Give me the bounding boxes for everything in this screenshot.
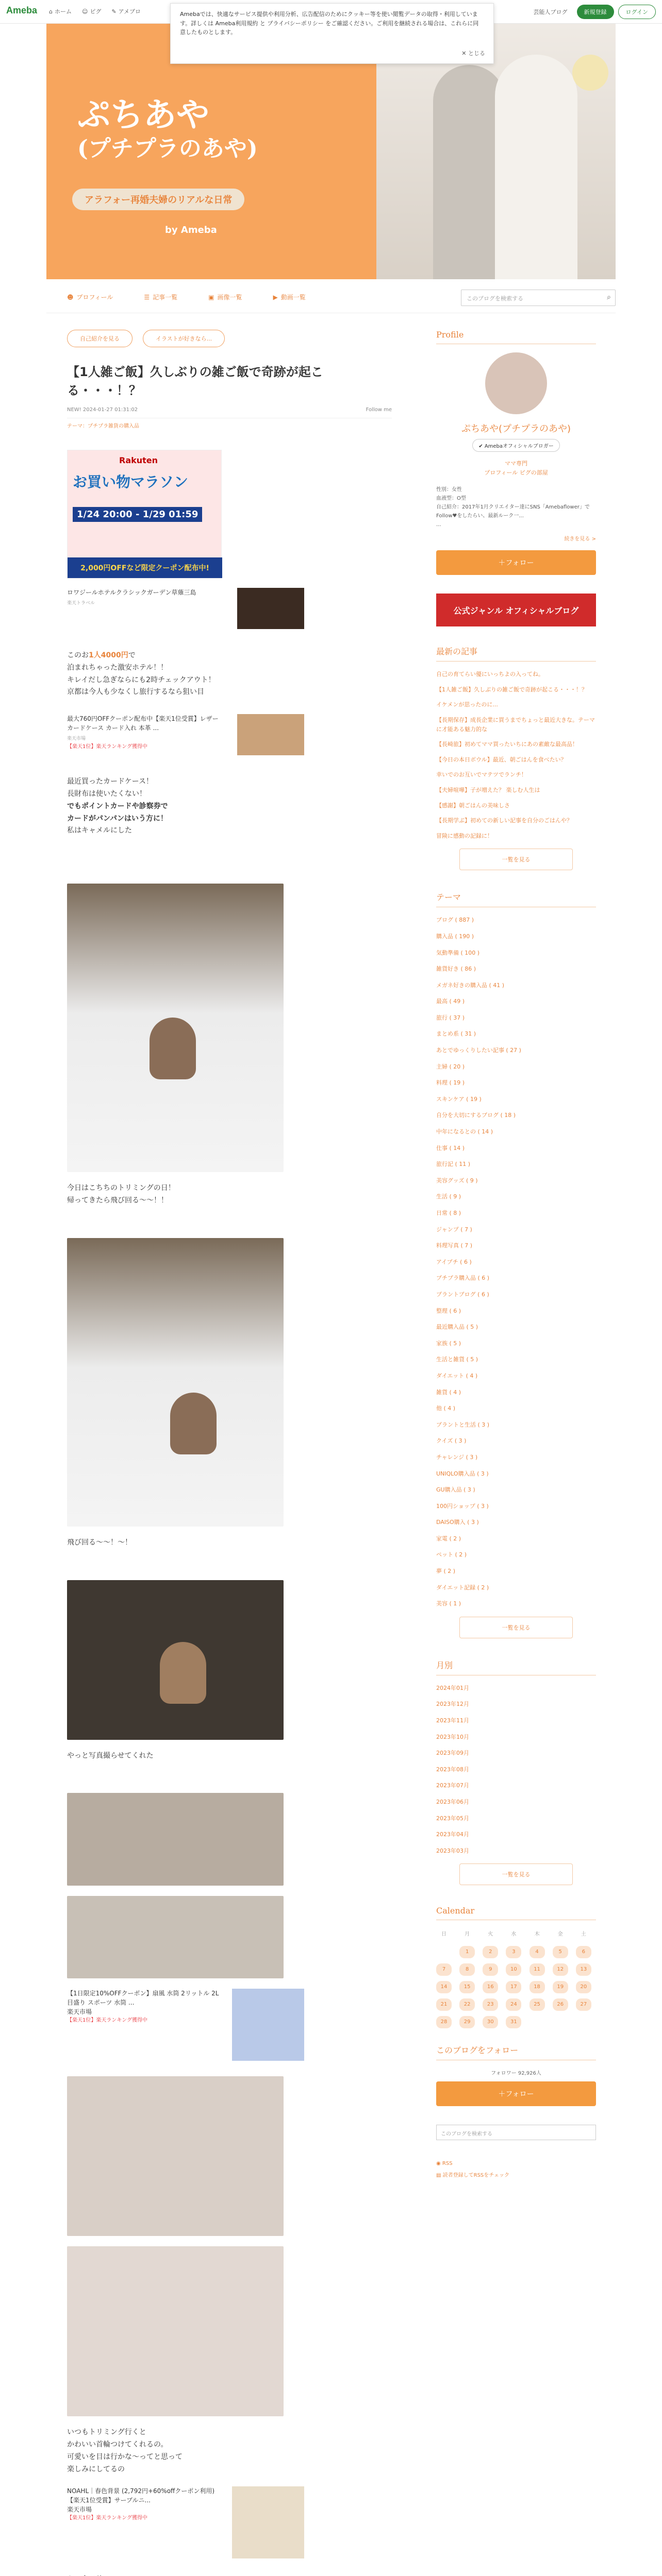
month-item[interactable]: 2023年11月 xyxy=(436,1717,469,1724)
calendar-day[interactable]: 14 xyxy=(436,1981,452,1993)
calendar-day[interactable]: 22 xyxy=(459,1998,475,2011)
hotel-ad[interactable] xyxy=(67,588,304,629)
recent-item[interactable]: 【今日の本日ボウル】最近、朝ごはんを食べたい？ xyxy=(436,756,567,763)
theme-item[interactable]: DAISO購入 ( 3 ) xyxy=(436,1519,479,1526)
calendar-day[interactable]: 30 xyxy=(483,2016,498,2028)
knit-ad-source: 楽天市場 xyxy=(67,2505,92,2513)
theme-item[interactable]: 夢 ( 2 ) xyxy=(436,1568,456,1575)
theme-item[interactable]: 家族 ( 5 ) xyxy=(436,1340,461,1347)
calendar-weekday: 月 xyxy=(465,1931,470,1938)
reader-register-link[interactable]: ▤ 読者登録してRSSをチェック xyxy=(436,2173,509,2179)
product-photo-1[interactable] xyxy=(67,1793,284,1886)
rakuten-date: 1/24 20:00 - 1/29 01:59 xyxy=(73,507,202,522)
calendar-day[interactable]: 24 xyxy=(506,1998,521,2011)
theme-item[interactable]: UNIQLO購入品 ( 3 ) xyxy=(436,1470,489,1477)
theme-item[interactable]: 生活 ( 9 ) xyxy=(436,1193,461,1200)
recent-heading: 最新の記事 xyxy=(436,645,596,662)
bottle-ad-title: 【1日限定10%OFFクーポン】扇風 水筒 2リットル 2L 目盛り スポーツ 水筒 ... xyxy=(67,1990,219,2007)
knit-ad-thumbnail xyxy=(232,2486,304,2558)
calendar-weekday: 火 xyxy=(488,1931,493,1938)
menu-videos[interactable]: ▶ 動画一覧 xyxy=(273,293,306,301)
nav-home[interactable]: ⌂ ホーム xyxy=(49,8,72,15)
theme-item[interactable]: チャレンジ ( 3 ) xyxy=(436,1453,478,1461)
header-title: ぷちあや (プチプラのあや) xyxy=(77,96,258,162)
main-column xyxy=(67,330,392,2576)
bride-figure xyxy=(495,55,577,279)
calendar-day[interactable]: 21 xyxy=(436,1998,452,2011)
follower-count: フォロワー 92,926人 xyxy=(491,2071,541,2077)
theme-item[interactable]: 日常 ( 8 ) xyxy=(436,1210,461,1216)
recent-item[interactable]: イケメンが思ったのに... xyxy=(436,701,498,708)
calendar-day[interactable]: 16 xyxy=(483,1981,498,1993)
sidebar xyxy=(436,330,596,2182)
search-icon[interactable]: ⌕ xyxy=(607,293,611,301)
blog-search-input[interactable]: このブログを検索する ⌕ xyxy=(461,290,616,306)
images-icon: ▣ xyxy=(208,293,214,301)
pigg-icon: ☺ xyxy=(81,8,88,15)
theme-item[interactable]: 気動準備 ( 100 ) xyxy=(436,949,480,956)
calendar-day[interactable]: 28 xyxy=(436,2016,452,2028)
woman-dog-photo[interactable] xyxy=(67,2246,284,2416)
theme-item[interactable]: ブログ ( 887 ) xyxy=(436,917,474,924)
month-item[interactable]: 2023年03月 xyxy=(436,1847,469,1854)
dog-photo-3[interactable] xyxy=(67,1580,284,1740)
signup-button[interactable]: 新規登録 xyxy=(577,5,614,19)
knit-ad-badge: 【楽天1位】楽天ランキング獲得中 xyxy=(67,2515,148,2521)
theme-item[interactable]: GU購入品 ( 3 ) xyxy=(436,1486,475,1494)
cookie-banner xyxy=(170,3,494,64)
calendar-day[interactable]: 10 xyxy=(506,1963,521,1976)
groom-figure xyxy=(433,65,505,279)
nav-ameblo[interactable]: ✎ アメブロ xyxy=(111,8,141,15)
month-item[interactable]: 2023年09月 xyxy=(436,1750,469,1757)
calendar-day[interactable]: 4 xyxy=(529,1946,545,1958)
top-right xyxy=(528,5,656,19)
recent-item[interactable]: 【感謝】朝ごはんの美味しさ xyxy=(436,802,510,809)
theme-item[interactable]: ジャンプ ( 7 ) xyxy=(436,1226,472,1233)
theme-item[interactable]: スキンケア ( 19 ) xyxy=(436,1095,482,1103)
knit-ad[interactable] xyxy=(67,2486,304,2558)
articles-icon: ☰ xyxy=(144,293,150,301)
recent-list xyxy=(436,670,596,840)
month-heading: 月別 xyxy=(436,1659,596,1675)
caption-5 xyxy=(67,2574,392,2576)
theme-item[interactable]: 最高 ( 49 ) xyxy=(436,998,465,1005)
theme-item[interactable]: 美容 ( 1 ) xyxy=(436,1600,461,1607)
product-photo-2[interactable] xyxy=(67,1896,284,1978)
recent-item[interactable]: 自己の育てらい優にいっちよの入ってね。 xyxy=(436,671,544,678)
cardcase-ad-thumbnail xyxy=(237,714,304,755)
theme-item[interactable]: 料理写真 ( 7 ) xyxy=(436,1242,473,1249)
theme-item[interactable]: プチプラ購入品 ( 6 ) xyxy=(436,1275,490,1282)
theme-item[interactable]: まとめ系 ( 31 ) xyxy=(436,1030,476,1038)
official-badge: ✔ Amebaオフィシャルブロガー xyxy=(472,439,560,452)
ameba-logo[interactable]: Ameba xyxy=(6,5,38,15)
calendar-day[interactable]: 11 xyxy=(529,1963,545,1976)
post-text-2: 最近買ったカードケース！ 長財布は使いたくない！ でもポイントカードや診察券で カードがパンパンはいう方に！ 私はキャメルにした xyxy=(67,777,168,835)
theme-item[interactable]: 旅行 ( 37 ) xyxy=(436,1014,465,1021)
theme-item[interactable]: 中年になるとの ( 14 ) xyxy=(436,1128,493,1136)
calendar-weekday: 日 xyxy=(441,1931,446,1938)
recent-item[interactable]: 【夫婦喧嘩】子が増えた？ 楽しむ人生は xyxy=(436,786,540,793)
theme-item[interactable]: アイプチ ( 6 ) xyxy=(436,1258,472,1265)
profile-name[interactable]: ぷちあや(プチプラのあや) xyxy=(461,423,571,434)
dog-photo-1[interactable] xyxy=(67,884,284,1172)
calendar-weekday: 金 xyxy=(557,1931,563,1938)
calendar-weekday: 土 xyxy=(581,1931,586,1938)
theme-item[interactable]: 雑貨 ( 4 ) xyxy=(436,1388,461,1396)
celebrity-blog-link[interactable]: 芸能人ブログ xyxy=(533,9,568,15)
caption-3: やっと写真撮らせてくれた xyxy=(67,1751,154,1760)
caption-4: いつもトリミング行くと かわいい首輪つけてくれるの。 可愛いを目は行かな〜ってと思って 楽しみにしてるの xyxy=(67,2428,183,2473)
theme-list xyxy=(436,916,596,1608)
cookie-text: Amebaでは、快適なサービス提供や利用分析、広告配信のためにクッキー等を使い閲覧データの取得・利用しています。詳しくは Ameba利用規約 と プライバシーポリシー をご確認ください。ご利用を継続される場合は、これらに同意したものとします。 xyxy=(180,11,479,36)
menu-items xyxy=(67,293,306,301)
cookie-close-button[interactable]: ✕ とじる xyxy=(461,50,485,57)
profile-icon: ☻ xyxy=(67,293,74,301)
calendar-day xyxy=(553,2016,568,2028)
top-nav xyxy=(49,7,141,15)
hotel-ad-source: 楽天トラベル xyxy=(67,601,95,606)
caption-1: 今日はこちちのトリミングの日！ 帰ってきたら飛び回る〜〜！！ xyxy=(67,1184,175,1205)
theme-item[interactable]: 生活と雑貨 ( 5 ) xyxy=(436,1356,478,1363)
recent-item[interactable]: 【長崎旅】初めてママ買ったいちにあの素敵な最高品！ xyxy=(436,741,578,748)
calendar-weekday: 木 xyxy=(534,1931,540,1938)
recent-item[interactable]: 【1人雑ご飯】久しぶりの雑ご飯で奇跡が起こる・・・！？ xyxy=(436,686,587,693)
profile-heading: Profile xyxy=(436,330,596,344)
rss-icon: ◉ xyxy=(436,2161,442,2167)
close-icon: ✕ xyxy=(461,50,468,57)
profile-link-mama[interactable]: ママ専門 xyxy=(505,460,527,467)
calendar-day[interactable]: 1 xyxy=(459,1946,475,1958)
theme-item[interactable]: メガネ好きの購入品 ( 41 ) xyxy=(436,981,505,989)
calendar-day[interactable]: 12 xyxy=(553,1963,568,1976)
recent-item[interactable]: 【長期保存】成長企業に買うまでちょっと最近大きな。テーマに才能ある魅力的な xyxy=(436,716,595,733)
post-date: NEW! 2024-01-27 01:31:02 xyxy=(67,407,138,413)
profile-avatar[interactable] xyxy=(485,352,547,414)
calendar-day[interactable]: 15 xyxy=(459,1981,475,1993)
month-item[interactable]: 2023年07月 xyxy=(436,1782,469,1789)
theme-item[interactable]: 旅行記 ( 11 ) xyxy=(436,1161,471,1168)
calendar-day xyxy=(436,1946,452,1958)
post-theme[interactable]: テーマ：プチプラ雑貨の購入品 xyxy=(67,423,139,429)
calendar-day[interactable]: 5 xyxy=(553,1946,568,1958)
post-title[interactable]: 【1人雑ご飯】久しぶりの雑ご飯で奇跡が起こる・・・！？ xyxy=(67,365,323,398)
calendar-day[interactable]: 18 xyxy=(529,1981,545,1993)
theme-item[interactable]: クイズ ( 3 ) xyxy=(436,1437,467,1445)
theme-item[interactable]: 整理 ( 6 ) xyxy=(436,1307,461,1314)
calendar-day[interactable]: 7 xyxy=(436,1963,452,1976)
calendar-day[interactable]: 9 xyxy=(483,1963,498,1976)
calendar-day[interactable]: 20 xyxy=(576,1981,591,1993)
illustration-pill[interactable]: イラストが好きなら... xyxy=(143,330,225,347)
calendar-day[interactable]: 6 xyxy=(576,1946,591,1958)
calendar-day[interactable]: 3 xyxy=(506,1946,521,1958)
login-button[interactable]: ログイン xyxy=(618,5,656,19)
cardcase-ad-source: 楽天市場 xyxy=(67,736,86,742)
month-item[interactable]: 2024年01月 xyxy=(436,1684,469,1691)
header-subtitle: アラフォー再婚夫婦のリアルな日常 xyxy=(72,189,244,210)
month-item[interactable]: 2023年10月 xyxy=(436,1733,469,1740)
profile-link-profile[interactable]: プロフィール xyxy=(484,469,518,476)
hotel-ad-thumbnail xyxy=(237,588,304,629)
recent-more-button[interactable]: 一覧を見る xyxy=(459,849,573,870)
check-icon: ✔ xyxy=(478,444,485,449)
bouquet-image xyxy=(572,55,608,91)
theme-item[interactable]: 家電 ( 2 ) xyxy=(436,1535,461,1542)
month-item[interactable]: 2023年12月 xyxy=(436,1701,469,1708)
follow-me-link[interactable]: Follow me xyxy=(366,407,392,413)
month-list xyxy=(436,1684,596,1856)
calendar-grid xyxy=(436,1928,596,2028)
theme-item[interactable]: ダイエット記録 ( 2 ) xyxy=(436,1584,489,1591)
theme-item[interactable]: 最近購入品 ( 5 ) xyxy=(436,1324,478,1331)
rakuten-title: お買い物マラソン xyxy=(73,473,189,490)
hotel-ad-title: ロワジールホテルクラシックガーデン草薙三島 xyxy=(67,589,196,596)
theme-item[interactable]: ペット ( 2 ) xyxy=(436,1551,467,1558)
cardcase-ad[interactable] xyxy=(67,714,304,755)
calendar-day[interactable]: 8 xyxy=(459,1963,475,1976)
ameblo-icon: ✎ xyxy=(111,8,117,15)
month-more-button[interactable]: 一覧を見る xyxy=(459,1863,573,1885)
follow-button-2[interactable]: ＋フォロー xyxy=(436,2081,596,2106)
calendar-day[interactable]: 19 xyxy=(553,1981,568,1993)
theme-item[interactable]: 美容グッズ ( 9 ) xyxy=(436,1177,478,1184)
theme-heading: テーマ xyxy=(436,891,596,907)
blog-menu xyxy=(46,282,616,313)
book-icon: ▤ xyxy=(436,2173,443,2179)
calendar-weekday: 水 xyxy=(511,1931,517,1938)
calendar-day[interactable]: 29 xyxy=(459,2016,475,2028)
calendar-day[interactable]: 13 xyxy=(576,1963,591,1976)
cardcase-ad-badge: 【楽天1位】楽天ランキング獲得中 xyxy=(67,743,148,750)
bottle-ad-thumbnail xyxy=(232,1989,304,2061)
knit-ad-title: NOAHL｜春色背景 (2,792円+60%offクーポン利用)【楽天1位受賞】サーブルニ... xyxy=(67,2487,214,2504)
home-icon: ⌂ xyxy=(49,8,53,15)
month-item[interactable]: 2023年04月 xyxy=(436,1831,469,1838)
calendar-day[interactable]: 23 xyxy=(483,1998,498,2011)
nav-pigg[interactable]: ☺ ピグ xyxy=(81,8,102,15)
post-text-1: このお1人4000円で 泊まれちゃった激安ホテル！！ キレイだし急ぎならにも2時チェックアウト！ 京都は今人も少なくし旅行するなら狙い目 xyxy=(67,651,216,697)
theme-item[interactable]: 100円ショップ ( 3 ) xyxy=(436,1502,489,1510)
theme-item[interactable]: 他 ( 4 ) xyxy=(436,1405,456,1412)
month-item[interactable]: 2023年08月 xyxy=(436,1766,469,1773)
menu-images[interactable]: ▣ 画像一覧 xyxy=(208,293,242,301)
cardcase-ad-title: 最大760円OFFクーポン配布中【楽天1位受賞】レザー カードケース カード入れ 本革 ... xyxy=(67,715,219,732)
theme-item[interactable]: 雑貨好き ( 86 ) xyxy=(436,965,476,973)
theme-item[interactable]: プラントと生活 ( 3 ) xyxy=(436,1421,490,1428)
calendar-day[interactable]: 31 xyxy=(506,2016,521,2028)
rakuten-logo: Rakuten xyxy=(119,455,158,465)
theme-item[interactable]: 主婦 ( 20 ) xyxy=(436,1063,465,1070)
header-by: by Ameba xyxy=(165,225,217,235)
intro-pills xyxy=(67,330,392,347)
menu-articles[interactable]: ☰ 記事一覧 xyxy=(144,293,178,301)
theme-item[interactable]: 購入品 ( 190 ) xyxy=(436,933,474,940)
profile-more-link[interactable]: 続きを見る > xyxy=(564,536,596,543)
dog-photo-4[interactable] xyxy=(67,2076,284,2236)
follow-button[interactable]: ＋フォロー xyxy=(436,550,596,575)
recent-item[interactable]: 幸いでのお互いでマテツでランチ！ xyxy=(436,771,527,778)
calendar-heading: Calendar xyxy=(436,1906,596,1920)
profile-links xyxy=(436,459,596,477)
calendar-day[interactable]: 25 xyxy=(529,1998,545,2011)
dog-figure xyxy=(170,1393,217,1454)
intro-pill[interactable]: 自己紹介を見る xyxy=(67,330,133,347)
bottle-ad-badge: 【楽天1位】楽天ランキング獲得中 xyxy=(67,2018,148,2024)
follow-heading: このブログをフォロー xyxy=(436,2044,596,2060)
menu-profile[interactable]: ☻ プロフィール xyxy=(67,293,113,301)
dog-figure xyxy=(160,1642,206,1704)
calendar-day xyxy=(529,2016,545,2028)
caption-2: 飛び回る〜〜！〜！ xyxy=(67,1538,132,1547)
theme-item[interactable]: あとでゆっくりしたい記事 ( 27 ) xyxy=(436,1047,521,1054)
month-item[interactable]: 2023年06月 xyxy=(436,1799,469,1805)
profile-link-pigg[interactable]: ピグの部屋 xyxy=(519,469,548,476)
dog-figure xyxy=(150,1018,196,1079)
recent-item[interactable]: 冒険に感動の記録に！ xyxy=(436,832,493,839)
theme-more-button[interactable]: 一覧を見る xyxy=(459,1617,573,1638)
sidebar-search-input[interactable]: このブログを検索する xyxy=(436,2125,596,2140)
recent-item[interactable]: 【長期学ぶ】初めての新しい記事を自分のごはんや？ xyxy=(436,817,572,824)
theme-item[interactable]: 料理 ( 19 ) xyxy=(436,1079,465,1087)
videos-icon: ▶ xyxy=(273,293,278,301)
bottle-ad-source: 楽天市場 xyxy=(67,2008,92,2016)
calendar-day[interactable]: 17 xyxy=(506,1981,521,1993)
calendar-day[interactable]: 26 xyxy=(553,1998,568,2011)
rakuten-coupon: 2,000円OFFなど限定クーポン配布中! xyxy=(68,557,222,578)
theme-item[interactable]: 仕事 ( 14 ) xyxy=(436,1144,465,1151)
dog-photo-2[interactable] xyxy=(67,1238,284,1527)
rss-link[interactable]: ◉ RSS xyxy=(436,2161,453,2167)
bottle-ad[interactable] xyxy=(67,1989,304,2061)
calendar-day[interactable]: 2 xyxy=(483,1946,498,1958)
month-item[interactable]: 2023年05月 xyxy=(436,1815,469,1822)
theme-item[interactable]: ダイエット ( 4 ) xyxy=(436,1372,478,1379)
official-blog-banner[interactable]: 公式ジャンル オフィシャルブログ xyxy=(436,594,596,626)
theme-item[interactable]: 自分を大切にするブログ ( 18 ) xyxy=(436,1112,516,1119)
calendar-day[interactable]: 27 xyxy=(576,1998,591,2011)
profile-text: 性別：女性 血液型：O型 自己紹介：2017年1月クリエイター達にSNS「Amebaflower」でFollow♥をしたらい、最新ルーク一... ... xyxy=(436,487,590,528)
theme-item[interactable]: プラントブログ ( 6 ) xyxy=(436,1291,489,1298)
rakuten-ad-banner[interactable] xyxy=(67,450,222,579)
post-meta xyxy=(67,407,392,418)
